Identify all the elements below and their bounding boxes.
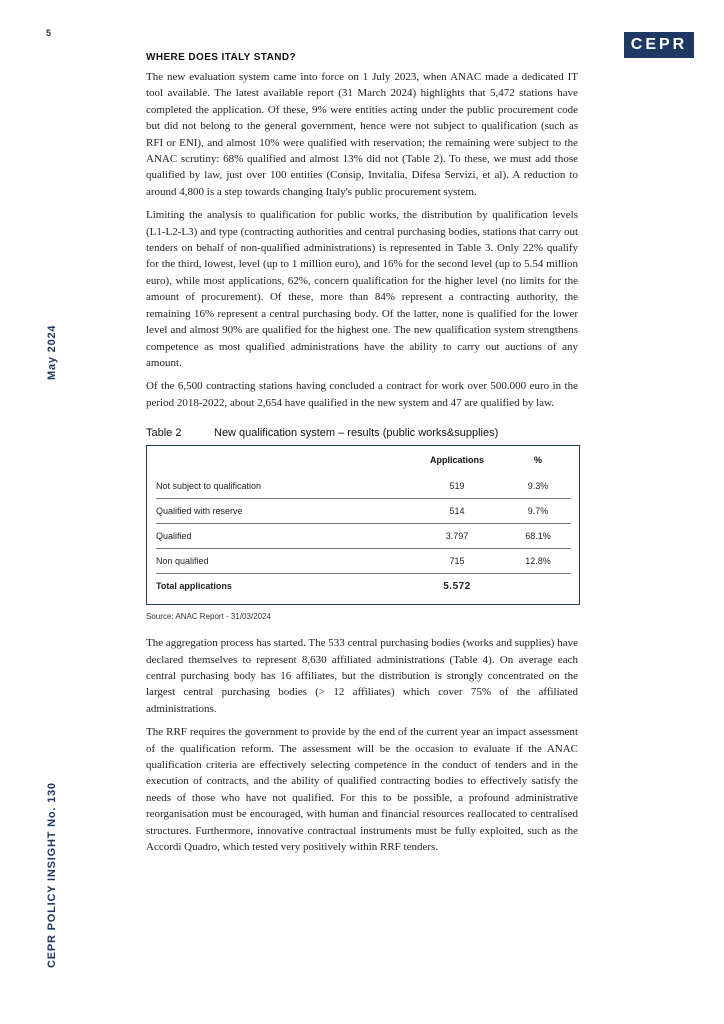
table-header-row bbox=[156, 450, 571, 474]
row-applications: 3.797 bbox=[409, 524, 505, 549]
row-applications: 715 bbox=[409, 549, 505, 574]
header-cell bbox=[156, 450, 409, 474]
side-date: May 2024 bbox=[46, 324, 58, 380]
row-applications: 519 bbox=[409, 474, 505, 499]
table-row bbox=[156, 549, 571, 574]
table-row bbox=[156, 524, 571, 549]
row-percent: 12.8% bbox=[505, 549, 571, 574]
row-percent: 68.1% bbox=[505, 524, 571, 549]
table-row bbox=[156, 474, 571, 499]
results-table bbox=[156, 450, 571, 598]
total-label: Total applications bbox=[156, 581, 232, 592]
cepr-logo: CEPR bbox=[624, 32, 694, 58]
paragraph: Limiting the analysis to qualification for public works, the distribution by qualification levels (L1-L2-L3) and type (contracting authorities and central purchasing bodies, stations that carry out tenders on behalf of non-qualified administrations) is represented in Table 3. Only 22% qualify for the third, lowest, level (up to 1 million euro), and 16% for the second level (up to 5.54 million euro), while most applications, 62%, concern qualification for the higher level (no limits for the amount of procurement). Of these, more than 84% represent a contracting authority, the remaining 16% represent a central purchasing body. Of the latter, none is qualified for the lower level and almost 90% are qualified for the highest one. The new qualification system strengthens competence as most qualified administrations have the ability to carry out auctions of any amount. bbox=[146, 209, 578, 369]
main-content bbox=[146, 52, 578, 862]
total-percent bbox=[505, 574, 571, 599]
paragraph: The RRF requires the government to provide by the end of the current year an impact assessment of the qualification reform. The assessment will be the occasion to evaluate if the ANAC qualification criteria are effectively selecting competence in the conduct of tenders and in the execution of contracts, and the ability of qualified contracting bodies to effectively satisfy the needs of those who have not qualified. For this to be possible, a profound administrative reorganisation must be encouraged, with human and financial resources reallocated to centralised structures. Furthermore, innovative contractual instruments must be fully exploited, such as the Accordi Quadro, which tested very positively within RRF tenders. bbox=[146, 726, 578, 853]
page-number: 5 bbox=[46, 28, 52, 38]
row-applications: 514 bbox=[409, 499, 505, 524]
table-title: New qualification system – results (public works&supplies) bbox=[214, 427, 499, 440]
row-label: Qualified with reserve bbox=[156, 499, 409, 524]
table-total-row bbox=[156, 574, 571, 599]
table-source: Source: ANAC Report - 31/03/2024 bbox=[146, 612, 271, 622]
row-label: Non qualified bbox=[156, 549, 409, 574]
paragraph: The aggregation process has started. The 533 central purchasing bodies (works and supplies) have declared themselves to represent 8,630 affiliated administrations (Table 4). On average each central purchasing body has 16 affiliates, but the distribution is strongly concentrated on the largest central purchasing bodies (> 12 affiliates) which cover 75% of the affiliated administrations. bbox=[146, 637, 578, 715]
header-percent: % bbox=[533, 455, 542, 466]
total-applications: 5.572 bbox=[443, 580, 471, 592]
row-label: Qualified bbox=[156, 524, 409, 549]
side-series-title: CEPR POLICY INSIGHT No. 130 bbox=[46, 782, 58, 968]
paragraph: The new evaluation system came into force on 1 July 2023, when ANAC made a dedicated IT tool available. The latest available report (31 March 2024) highlights that 5,472 stations have completed the application. Of these, 9% were entities acting under the public procurement code but did not belong to the general government, hence were not subject to qualification (such as RFI or ENI), and almost 10% were qualified with reservation; the remaining were subject to the ANAC scrutiny: 68% qualified and almost 13% did not (Table 2). To these, we must add those qualified by law, just over 100 entities (Consip, Invitalia, Difesa Servizi, et al). A reduction to around 4,800 is a step towards changing Italy's public procurement system. bbox=[146, 71, 578, 198]
section-heading: WHERE DOES ITALY STAND? bbox=[146, 52, 296, 63]
table-label: Table 2 bbox=[146, 427, 182, 440]
row-percent: 9.3% bbox=[505, 474, 571, 499]
row-percent: 9.7% bbox=[505, 499, 571, 524]
paragraph: Of the 6,500 contracting stations having concluded a contract for work over 500.000 euro in the period 2018-2022, about 2,654 have qualified in the new system and 47 are qualified by law. bbox=[146, 380, 578, 409]
table-caption bbox=[146, 427, 578, 439]
results-table-box bbox=[146, 445, 580, 605]
header-applications: Applications bbox=[429, 455, 484, 466]
row-label: Not subject to qualification bbox=[156, 474, 409, 499]
table-row bbox=[156, 499, 571, 524]
